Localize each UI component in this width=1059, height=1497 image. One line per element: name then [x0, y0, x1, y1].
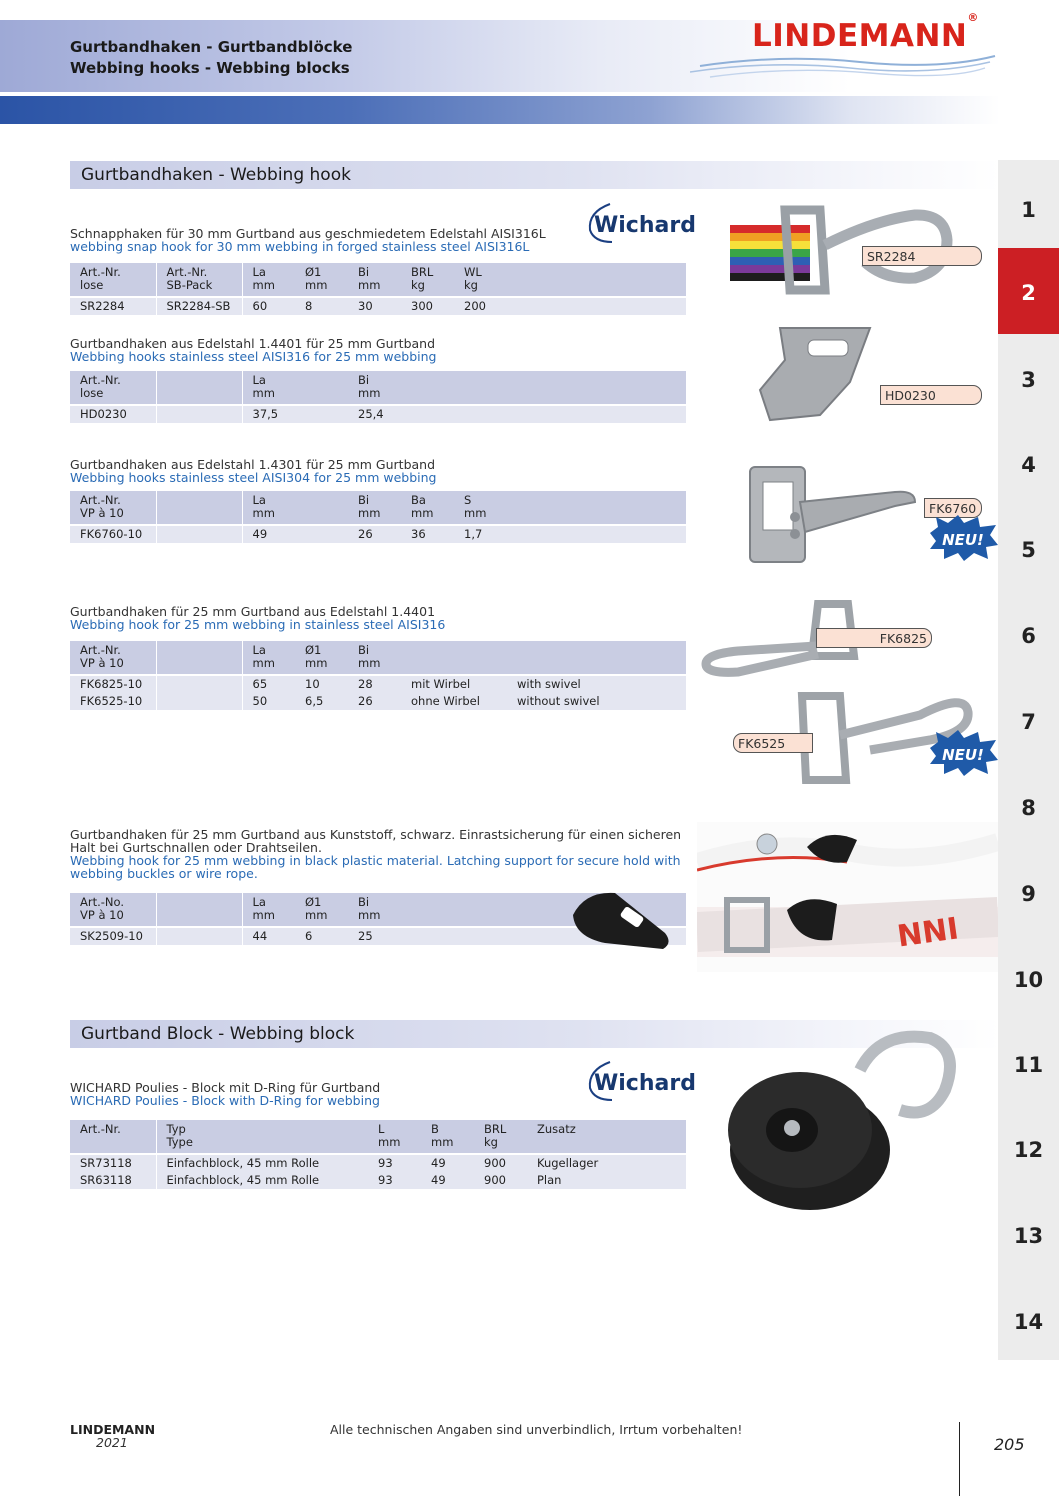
hd0230-desc-de: Gurtbandhaken aus Edelstahl 1.4401 für 25 mm Gurtband: [70, 336, 436, 351]
hd0230-table: [70, 371, 686, 423]
fk6760-callout: FK6760: [924, 498, 982, 518]
col-art-nr-sb: Art.-Nr. SB-Pack: [156, 263, 242, 297]
cell-art-nr: SR73118: [70, 1154, 156, 1172]
cell-note-de: ohne Wirbel: [401, 693, 507, 710]
col-la: La mm: [242, 371, 295, 405]
cell-la: 37,5: [242, 405, 295, 423]
cell-art-nr: FK6760-10: [70, 525, 156, 543]
tab-7[interactable]: 7: [1021, 710, 1036, 734]
cell-art-nr: SK2509-10: [70, 927, 156, 945]
col-la: La mm: [242, 491, 295, 525]
col-la: La mm: [242, 263, 295, 297]
cell-bi: 26: [348, 693, 401, 710]
col-b: B mm: [421, 1120, 474, 1154]
cell-la: 44: [242, 927, 295, 945]
wichard-logo: [580, 200, 696, 244]
col-art-nr: Art.-Nr. VP à 10: [70, 641, 156, 675]
cell-d1: 8: [295, 297, 348, 315]
cell-wl: 200: [454, 297, 686, 315]
tab-10[interactable]: 10: [1013, 968, 1044, 992]
page-number: 205: [994, 1435, 1025, 1454]
fk6825-description: [70, 605, 445, 631]
col-d1: Ø1 mm: [295, 893, 348, 927]
cell-la: 65: [242, 675, 295, 693]
page-title-en: Webbing hooks - Webbing blocks: [70, 59, 350, 77]
cell-empty: [156, 675, 242, 693]
col-bi: Bi mm: [348, 893, 401, 927]
sk2509-usage-image: [697, 822, 998, 972]
col-art-nr: Art.-Nr. lose: [70, 371, 156, 405]
col-empty: [295, 491, 348, 525]
cell-art-nr: SR63118: [70, 1172, 156, 1189]
table-row: [70, 525, 686, 543]
table-header-row: [70, 371, 686, 405]
fk6760-product-image: [745, 462, 925, 567]
col-bi: Bi mm: [348, 371, 401, 405]
cell-art-nr: HD0230: [70, 405, 156, 423]
fk6760-desc-en: Webbing hooks stainless steel AISI304 for 25 mm webbing: [70, 470, 437, 485]
col-bi: Bi mm: [348, 263, 401, 297]
sk2509-desc-de-1: Gurtbandhaken für 25 mm Gurtband aus Kunststoff, schwarz. Einrastsicherung für einen sicheren: [70, 827, 682, 842]
cell-empty: [156, 927, 242, 945]
new-badge-text: NEU!: [942, 746, 984, 764]
cell-zusatz: Kugellager: [527, 1154, 686, 1172]
sr2284-callout: SR2284: [862, 246, 982, 266]
cell-empty: [295, 405, 348, 423]
cell-type: Einfachblock, 45 mm Rolle: [156, 1154, 368, 1172]
table-row: [70, 297, 686, 315]
col-bi: Bi mm: [348, 491, 401, 525]
tab-14[interactable]: 14: [1013, 1310, 1044, 1334]
cell-b: 49: [421, 1172, 474, 1189]
new-badge-icon: [928, 730, 998, 776]
cell-empty: [156, 693, 242, 710]
col-s: S mm: [454, 491, 686, 525]
cell-zusatz: Plan: [527, 1172, 686, 1189]
col-empty: [156, 491, 242, 525]
cell-bi: 25,4: [348, 405, 401, 423]
logo-registered: ®: [967, 10, 979, 24]
col-art-nr: Art.-No. VP à 10: [70, 893, 156, 927]
cell-ba: 36: [401, 525, 454, 543]
block-desc-de: WICHARD Poulies - Block mit D-Ring für Gurtband: [70, 1080, 381, 1095]
fk6825-table: [70, 641, 686, 710]
cell-l: 93: [368, 1154, 421, 1172]
col-art-nr: Art.-Nr. VP à 10: [70, 491, 156, 525]
col-empty: [156, 893, 242, 927]
col-type: Typ Type: [156, 1120, 368, 1154]
col-empty: [156, 371, 242, 405]
col-l: L mm: [368, 1120, 421, 1154]
cell-bi: 28: [348, 675, 401, 693]
footer-divider: [959, 1422, 960, 1496]
tab-1[interactable]: 1: [1021, 198, 1036, 222]
sk2509-desc-en-1: Webbing hook for 25 mm webbing in black plastic material. Latching support for secure hold with: [70, 853, 681, 868]
table-header-row: [70, 1120, 686, 1154]
chapter-tab-bar: [998, 160, 1059, 1360]
col-empty: [295, 371, 348, 405]
fk6760-desc-de: Gurtbandhaken aus Edelstahl 1.4301 für 25 mm Gurtband: [70, 457, 436, 472]
cell-empty: [156, 525, 242, 543]
col-la: La mm: [242, 641, 295, 675]
wichard-logo-text: Wichard: [594, 213, 696, 238]
cell-sb-pack: SR2284-SB: [156, 297, 242, 315]
col-art-nr-lose: Art.-Nr. lose: [70, 263, 156, 297]
tab-4[interactable]: 4: [1021, 453, 1036, 477]
sr2284-desc-de: Schnapphaken für 30 mm Gurtband aus geschmiedetem Edelstahl AISI316L: [70, 226, 546, 241]
tab-13[interactable]: 13: [1013, 1224, 1044, 1248]
header-blue-bar: [0, 96, 1000, 124]
fk6760-description: [70, 458, 436, 484]
wichard-logo: [580, 1058, 696, 1102]
cell-empty: [295, 525, 348, 543]
sr2284-table: [70, 263, 686, 315]
cell-empty: [156, 405, 242, 423]
tab-3[interactable]: 3: [1021, 368, 1036, 392]
fk6825-desc-en: Webbing hook for 25 mm webbing in stainless steel AISI316: [70, 617, 446, 632]
table-row: [70, 693, 686, 710]
cell-d1: 6,5: [295, 693, 348, 710]
cell-brl: 300: [401, 297, 454, 315]
section-title-webbing-hook: Gurtbandhaken - Webbing hook: [70, 161, 1000, 189]
sk2509-description: [70, 828, 681, 880]
fk6525-callout: FK6525: [733, 733, 813, 753]
block-product-image: [720, 1030, 960, 1210]
fk6825-desc-de: Gurtbandhaken für 25 mm Gurtband aus Edelstahl 1.4401: [70, 604, 436, 619]
cell-b: 49: [421, 1154, 474, 1172]
cell-note-en: without swivel: [507, 693, 686, 710]
sr2284-description: [70, 227, 546, 253]
wichard-logo-text: Wichard: [594, 1071, 696, 1096]
cell-art-nr: FK6825-10: [70, 675, 156, 693]
col-fill: [401, 641, 507, 675]
cell-la: 49: [242, 525, 295, 543]
block-description: [70, 1081, 380, 1107]
block-table: [70, 1120, 686, 1189]
col-fill: [401, 371, 686, 405]
cell-la: 50: [242, 693, 295, 710]
table-row: [70, 1154, 686, 1172]
col-brl: BRL kg: [401, 263, 454, 297]
logo-waves-icon: [690, 48, 1000, 82]
tab-2[interactable]: 2: [998, 248, 1059, 334]
cell-fill: [401, 405, 686, 423]
table-header-row: [70, 491, 686, 525]
tab-5[interactable]: 5: [1021, 538, 1036, 562]
col-wl: WL kg: [454, 263, 686, 297]
cell-l: 93: [368, 1172, 421, 1189]
block-desc-en: WICHARD Poulies - Block with D-Ring for webbing: [70, 1093, 380, 1108]
col-d1: Ø1 mm: [295, 641, 348, 675]
sk2509-desc-en-2: webbing buckles or wire rope.: [70, 866, 258, 881]
page-title: [70, 37, 352, 79]
fk6760-table: [70, 491, 686, 543]
sk2509-desc-de-2: Halt bei Gurtschnallen oder Drahtseilen.: [70, 840, 322, 855]
cell-bi: 25: [348, 927, 401, 945]
footer-brand: LINDEMANN: [70, 1422, 156, 1437]
tab-8[interactable]: 8: [1021, 796, 1036, 820]
cell-bi: 30: [348, 297, 401, 315]
col-empty: [156, 641, 242, 675]
rainbow-webbing: [730, 225, 810, 281]
col-ba: Ba mm: [401, 491, 454, 525]
cell-note-de: mit Wirbel: [401, 675, 507, 693]
tab-9[interactable]: 9: [1021, 882, 1036, 906]
footer-year: 2021: [96, 1435, 128, 1450]
cell-d1: 10: [295, 675, 348, 693]
new-badge-text: NEU!: [942, 531, 984, 549]
new-badge-icon: [928, 515, 998, 561]
cell-brl: 900: [474, 1154, 527, 1172]
cell-la: 60: [242, 297, 295, 315]
section-title-webbing-block: Gurtband Block - Webbing block: [70, 1020, 1000, 1048]
tab-12[interactable]: 12: [1013, 1138, 1044, 1162]
table-header-row: [70, 641, 686, 675]
tab-6[interactable]: 6: [1021, 624, 1036, 648]
cell-d1: 6: [295, 927, 348, 945]
col-fill: [507, 641, 686, 675]
cell-bi: 26: [348, 525, 401, 543]
hd0230-callout: HD0230: [880, 385, 982, 405]
table-row: [70, 675, 686, 693]
cell-s: 1,7: [454, 525, 686, 543]
col-la: La mm: [242, 893, 295, 927]
hd0230-desc-en: Webbing hooks stainless steel AISI316 for 25 mm webbing: [70, 349, 437, 364]
col-art-nr: Art.-Nr.: [70, 1120, 156, 1154]
page-title-de: Gurtbandhaken - Gurtbandblöcke: [70, 38, 353, 56]
table-header-row: [70, 263, 686, 297]
hd0230-description: [70, 337, 436, 363]
col-zusatz: Zusatz: [527, 1120, 686, 1154]
sr2284-desc-en: webbing snap hook for 30 mm webbing in forged stainless steel AISI316L: [70, 239, 530, 254]
cell-art-nr: SR2284: [70, 297, 156, 315]
col-d1: Ø1 mm: [295, 263, 348, 297]
col-bi: Bi mm: [348, 641, 401, 675]
hd0230-product-image: [750, 320, 900, 430]
sk2509-product-image: [565, 885, 677, 953]
cell-note-en: with swivel: [507, 675, 686, 693]
cell-brl: 900: [474, 1172, 527, 1189]
col-brl: BRL kg: [474, 1120, 527, 1154]
cell-art-nr: FK6525-10: [70, 693, 156, 710]
svg-text:NNI: NNI: [895, 911, 961, 955]
table-row: [70, 405, 686, 423]
footer-disclaimer: Alle technischen Angaben sind unverbindlich, Irrtum vorbehalten!: [330, 1422, 743, 1437]
table-row: [70, 1172, 686, 1189]
cell-type: Einfachblock, 45 mm Rolle: [156, 1172, 368, 1189]
tab-11[interactable]: 11: [1013, 1053, 1044, 1077]
fk6825-callout: FK6825: [816, 628, 932, 648]
logo-text: LINDEMANN: [752, 18, 968, 54]
